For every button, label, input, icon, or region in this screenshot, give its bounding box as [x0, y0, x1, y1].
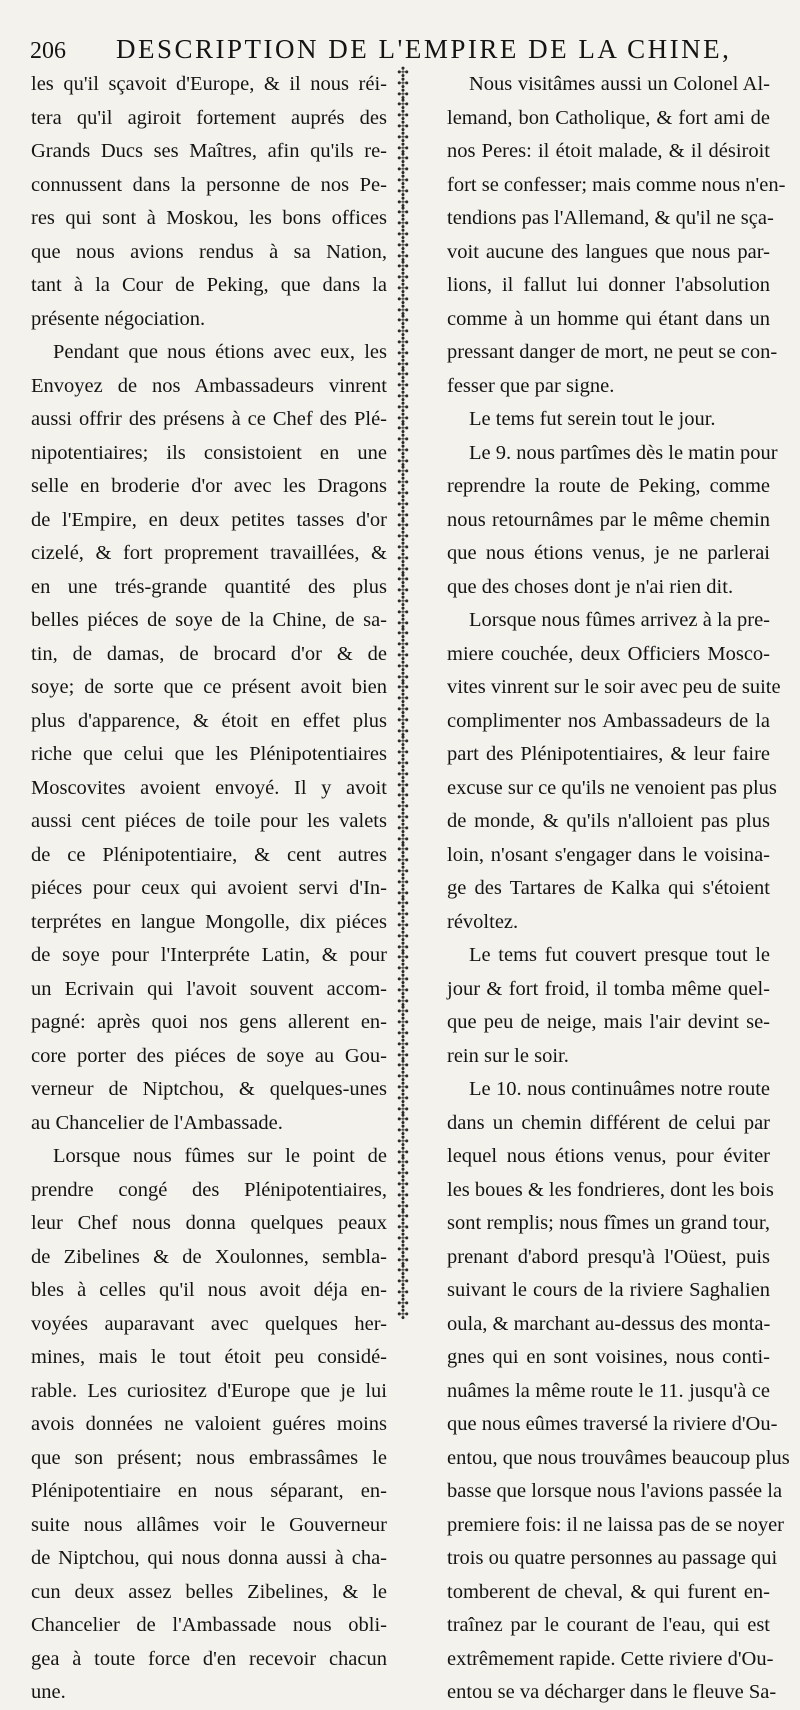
- text-line: prendre congé des Plénipotentiaires,: [31, 1178, 387, 1201]
- text-line: core porter des piéces de soye au Gou-: [31, 1044, 387, 1067]
- text-line: suite nous allâmes voir le Gouverneur: [31, 1513, 387, 1536]
- text-line: lequel nous étions venus, pour éviter: [447, 1145, 770, 1167]
- text-line: basse que lorsque nous l'avions passée la: [447, 1480, 783, 1502]
- text-line: nous retournâmes par le même chemin: [447, 508, 770, 531]
- text-line: rable. Les curiositez d'Europe que je lui: [31, 1379, 387, 1402]
- text-line: verneur de Niptchou, & quelques-unes: [31, 1078, 387, 1100]
- text-line: voit aucune des langues que nous par-: [447, 240, 770, 263]
- ornamental-column-divider: ✣✣✣✣✣✣✣✣✣✣✣✣✣✣✣✣✣✣✣✣✣✣✣✣✣✣✣✣✣✣✣✣✣✣✣✣✣✣✣✣✣✣✣✣✣✣✣✣✣✣✣✣✣✣✣✣✣✣✣✣✣✣✣✣✣✣✣✣✣✣✣✣✣✣✣✣✣✣✣✣✣✣✣✣✣✣✣✣✣✣✣✣✣✣✣✣✣✣✣✣✣✣✣✣✣✣✣✣✣✣✣✣✣✣✣✣: [397, 65, 409, 1323]
- text-line: Nous visitâmes aussi un Colonel Al-: [469, 73, 770, 95]
- text-line: connussent dans la personne de nos Pe-: [31, 173, 387, 196]
- text-line: vites vinrent sur le soir avec peu de suite: [447, 676, 781, 698]
- text-line: traînez par le courant de l'eau, qui est: [447, 1614, 770, 1636]
- right-text-column: [447, 68, 790, 1703]
- text-line: cizelé, & fort proprement travaillées, &: [31, 542, 387, 564]
- text-line: que nous eûmes traversé la riviere d'Ou-: [447, 1413, 778, 1435]
- text-line: premiere fois: il ne laissa pas de se noyer: [447, 1513, 784, 1536]
- text-line: lions, il fallut lui donner l'absolution: [447, 274, 770, 296]
- text-line: gea à toute force d'en recevoir chacun: [31, 1647, 387, 1670]
- text-line: res qui sont à Moskou, les bons offices: [31, 207, 387, 229]
- text-line: de Niptchou, qui nous donna aussi à cha-: [31, 1547, 387, 1569]
- text-line: que des choses dont je n'ai rien dit.: [447, 575, 734, 598]
- text-line: belles piéces de soye de la Chine, de sa-: [31, 609, 387, 631]
- text-line: Le 9. nous partîmes dès le matin pour: [469, 441, 778, 464]
- text-line: piéces pour ceux qui avoient servi d'In-: [31, 877, 387, 899]
- text-line: ge des Tartares de Kalka qui s'étoient: [447, 877, 770, 899]
- text-line: présente négociation.: [31, 307, 206, 330]
- text-line: part des Plénipotentiaires, & leur faire: [447, 743, 770, 765]
- text-line: Lorsque nous fûmes arrivez à la pre-: [469, 609, 770, 631]
- text-line: Moscovites avoient envoyé. Il y avoit: [31, 776, 387, 799]
- text-line: une.: [31, 1681, 66, 1703]
- text-line: prenant d'abord presqu'à l'Oüest, puis: [447, 1245, 770, 1268]
- text-line: plus d'apparence, & étoit en effet plus: [31, 709, 387, 732]
- text-line: Lorsque nous fûmes sur le point de: [53, 1145, 387, 1167]
- text-line: de monde, & qu'ils n'alloient pas plus: [447, 810, 770, 832]
- page-number: 206: [30, 38, 66, 64]
- text-line: que nous avions rendus à sa Nation,: [31, 240, 387, 263]
- text-line: jour & fort froid, il tomba même quel-: [447, 977, 770, 1000]
- text-line: de soye pour l'Interpréte Latin, & pour: [31, 944, 387, 966]
- running-title: DESCRIPTION DE L'EMPIRE DE LA CHINE,: [116, 34, 732, 64]
- text-line: suivant le cours de la riviere Saghalien: [447, 1279, 770, 1301]
- text-line: révoltez.: [447, 910, 519, 933]
- text-line: pagné: après quoi nos gens allerent en-: [31, 1011, 387, 1033]
- text-line: aussi offrir des présens à ce Chef des Plé-: [31, 408, 387, 430]
- text-line: nipotentiaires; ils consistoient en une: [31, 441, 387, 464]
- text-line: excuse sur ce qu'ils ne venoient pas plus: [447, 776, 777, 799]
- text-line: voyées auparavant avec quelques her-: [31, 1312, 387, 1335]
- text-line: tendions pas l'Allemand, & qu'il ne sça-: [447, 207, 774, 229]
- text-line: Le 10. nous continuâmes notre route: [469, 1078, 770, 1100]
- text-line: entou, que nous trouvâmes beaucoup plus: [447, 1446, 790, 1469]
- text-line: les boues & les fondrieres, dont les bois: [447, 1178, 774, 1201]
- text-line: de Zibelines & de Xoulonnes, sembla-: [31, 1245, 387, 1268]
- text-line: Grands Ducs ses Maîtres, afin qu'ils re-: [31, 140, 387, 162]
- text-line: fesser que par signe.: [447, 374, 615, 397]
- text-line: cun deux assez belles Zibelines, & le: [31, 1580, 387, 1603]
- text-line: aussi cent piéces de toile pour les valets: [31, 810, 387, 832]
- text-line: Plénipotentiaire en nous séparant, en-: [31, 1480, 387, 1502]
- text-line: pressant danger de mort, ne peut se con-: [447, 341, 778, 363]
- text-line: au Chancelier de l'Ambassade.: [31, 1111, 283, 1134]
- text-line: reprendre la route de Peking, comme: [447, 475, 770, 497]
- text-line: lemand, bon Catholique, & fort ami de: [447, 106, 770, 129]
- text-line: tomberent de cheval, & qui furent en-: [447, 1580, 770, 1603]
- text-line: fort se confesser; mais comme nous n'en-: [447, 173, 786, 196]
- text-line: tera qu'il agiroit fortement auprés des: [31, 106, 387, 129]
- left-text-column: [31, 68, 387, 1703]
- text-line: les qu'il sçavoit d'Europe, & il nous réi-: [31, 73, 387, 95]
- text-line: oula, & marchant au-dessus des monta-: [447, 1312, 771, 1335]
- text-line: leur Chef nous donna quelques peaux: [31, 1212, 387, 1234]
- text-line: entou se va décharger dans le fleuve Sa-: [447, 1681, 777, 1703]
- text-line: Pendant que nous étions avec eux, les: [53, 341, 387, 363]
- text-line: que nous étions venus, je ne parlerai: [447, 542, 770, 564]
- text-line: que peu de neige, mais l'air devint se-: [447, 1011, 770, 1033]
- text-line: miere couchée, deux Officiers Mosco-: [447, 642, 770, 665]
- text-line: tin, de damas, de brocard d'or & de: [31, 642, 387, 665]
- text-line: Le tems fut serein tout le jour.: [469, 408, 716, 430]
- text-line: terprétes en langue Mongolle, dix piéces: [31, 910, 387, 933]
- text-line: complimenter nos Ambassadeurs de la: [447, 709, 770, 732]
- text-line: mines, mais le tout étoit peu considé-: [31, 1346, 387, 1368]
- text-line: trois ou quatre personnes au passage qui: [447, 1547, 778, 1569]
- text-line: Envoyez de nos Ambassadeurs vinrent: [31, 374, 387, 397]
- text-line: nos Peres: il étoit malade, & il désiroit: [447, 140, 770, 162]
- text-line: dans un chemin différent de celui par: [447, 1111, 770, 1134]
- text-line: gnes qui en sont voisines, nous conti-: [447, 1346, 770, 1368]
- text-line: soye; de sorte que ce présent avoit bien: [31, 676, 387, 698]
- text-line: extrêmement rapide. Cette riviere d'Ou-: [447, 1647, 774, 1670]
- text-line: riche que celui que les Plénipotentiaires: [31, 743, 387, 765]
- text-line: bles à celles qu'il nous avoit déja en-: [31, 1279, 387, 1301]
- text-line: sont remplis; nous fîmes un grand tour,: [447, 1212, 770, 1234]
- text-line: rein sur le soir.: [447, 1044, 569, 1067]
- text-line: de ce Plénipotentiaire, & cent autres: [31, 843, 387, 866]
- text-line: un Ecrivain qui l'avoit souvent accom-: [31, 977, 387, 1000]
- text-line: tant à la Cour de Peking, que dans la: [31, 274, 387, 296]
- text-line: en une trés-grande quantité des plus: [31, 575, 387, 598]
- text-line: que son présent; nous embrassâmes le: [31, 1446, 387, 1469]
- text-line: Chancelier de l'Ambassade nous obli-: [31, 1614, 387, 1636]
- text-line: de l'Empire, en deux petites tasses d'or: [31, 508, 387, 531]
- text-line: avois données ne valoient guéres moins: [31, 1413, 387, 1435]
- text-line: comme à un homme qui étant dans un: [447, 307, 770, 330]
- text-line: nuâmes la même route le 11. jusqu'à ce: [447, 1379, 770, 1402]
- text-line: loin, n'osant s'engager dans le voisina-: [447, 843, 770, 866]
- text-line: selle en broderie d'or avec les Dragons: [31, 475, 387, 497]
- text-line: Le tems fut couvert presque tout le: [469, 944, 770, 966]
